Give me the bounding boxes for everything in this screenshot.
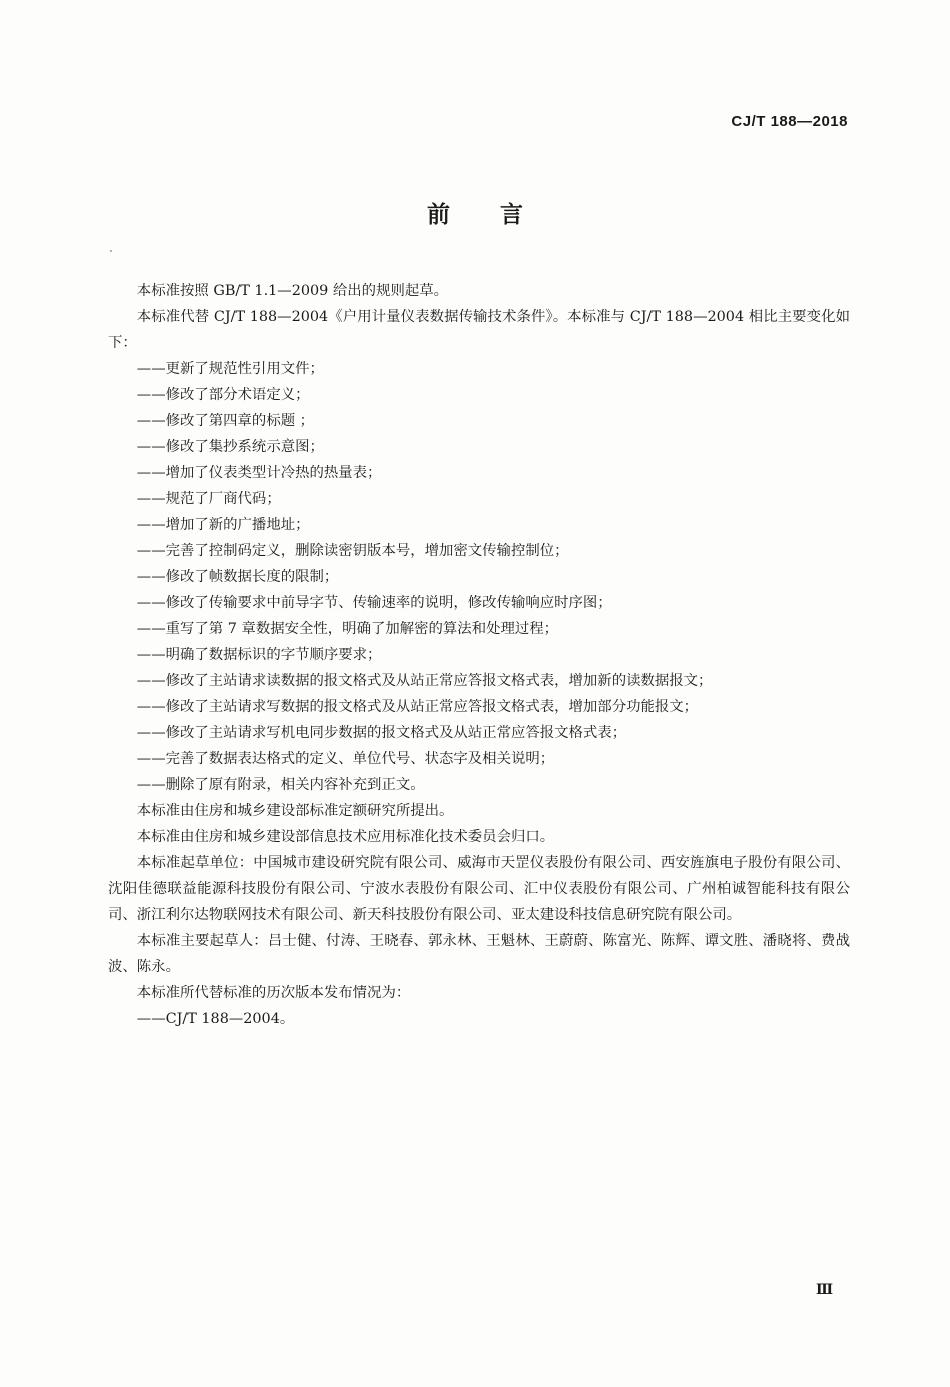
list-item: —— 增加了新的广播地址； (108, 512, 850, 538)
paragraph-drafters: 本标准主要起草人：吕士健、付涛、王晓春、郭永林、王魁林、王蔚蔚、陈富光、陈辉、谭文胜、潘晓将、费战波、陈永。 (108, 933, 850, 975)
paragraph-administered-by: 本标准由住房和城乡建设部信息技术应用标准化技术委员会归口。 (136, 829, 555, 845)
list-item: —— 完善了控制码定义，删除读密钥版本号，增加密文传输控制位； (108, 538, 850, 564)
list-item: —— 修改了集抄系统示意图； (108, 434, 850, 460)
list-item: —— 规范了厂商代码； (108, 486, 850, 512)
foreword-body (108, 278, 850, 1032)
list-item: —— 修改了主站请求写机电同步数据的报文格式及从站正常应答报文格式表； (108, 720, 850, 746)
page-number: Ⅲ (815, 1282, 832, 1298)
paragraph-previous-versions: 本标准所代替标准的历次版本发布情况为： (136, 985, 411, 1001)
scan-speck (110, 250, 112, 252)
list-item: —— 修改了主站请求读数据的报文格式及从站正常应答报文格式表，增加新的读数据报文； (108, 668, 850, 694)
previous-versions-list (108, 1006, 850, 1032)
list-item: —— 完善了数据表达格式的定义、单位代号、状态字及相关说明； (108, 746, 850, 772)
list-item: —— 明确了数据标识的字节顺序要求； (108, 642, 850, 668)
list-item: —— 修改了第四章的标题 ； (108, 408, 850, 434)
paragraph-drafting-rules: 本标准按照 GB/T 1.1—2009 给出的规则起草。 (136, 283, 449, 299)
paragraph-proposed-by: 本标准由住房和城乡建设部标准定额研究所提出。 (136, 803, 454, 819)
paragraph-replaces: 本标准代替 CJ/T 188—2004《户用计量仪表数据传输技术条件》。本标准与 CJ/T 188—2004 相比主要变化如下： (108, 309, 850, 351)
list-item: —— 增加了仪表类型计冷热的热量表； (108, 460, 850, 486)
list-item: —— 修改了帧数据长度的限制； (108, 564, 850, 590)
list-item: —— 修改了传输要求中前导字节、传输速率的说明，修改传输响应时序图； (108, 590, 850, 616)
list-item: —— 更新了规范性引用文件； (108, 356, 850, 382)
list-item: —— 重写了第 7 章数据安全性，明确了加解密的算法和处理过程； (108, 616, 850, 642)
page-title: 前言 (427, 202, 573, 228)
paragraph-drafting-units: 本标准起草单位：中国城市建设研究院有限公司、威海市天罡仪表股份有限公司、西安旌旗电子股份有限公司、沈阳佳德联益能源科技股份有限公司、宁波水表股份有限公司、汇中仪表股份有限公司、广州柏诚智能科技有限公司、浙江利尔达物联网技术有限公司、新天科技股份有限公司、亚太建设科技信息研究院有限公司。 (108, 855, 850, 923)
list-item: —— 修改了主站请求写数据的报文格式及从站正常应答报文格式表，增加部分功能报文； (108, 694, 850, 720)
list-item: —— 修改了部分术语定义； (108, 382, 850, 408)
list-item: —— CJ/T 188—2004。 (108, 1006, 850, 1032)
standard-code: CJ/T 188—2018 (731, 113, 848, 130)
list-item: —— 删除了原有附录，相关内容补充到正文。 (108, 772, 850, 798)
changes-list (108, 356, 850, 798)
